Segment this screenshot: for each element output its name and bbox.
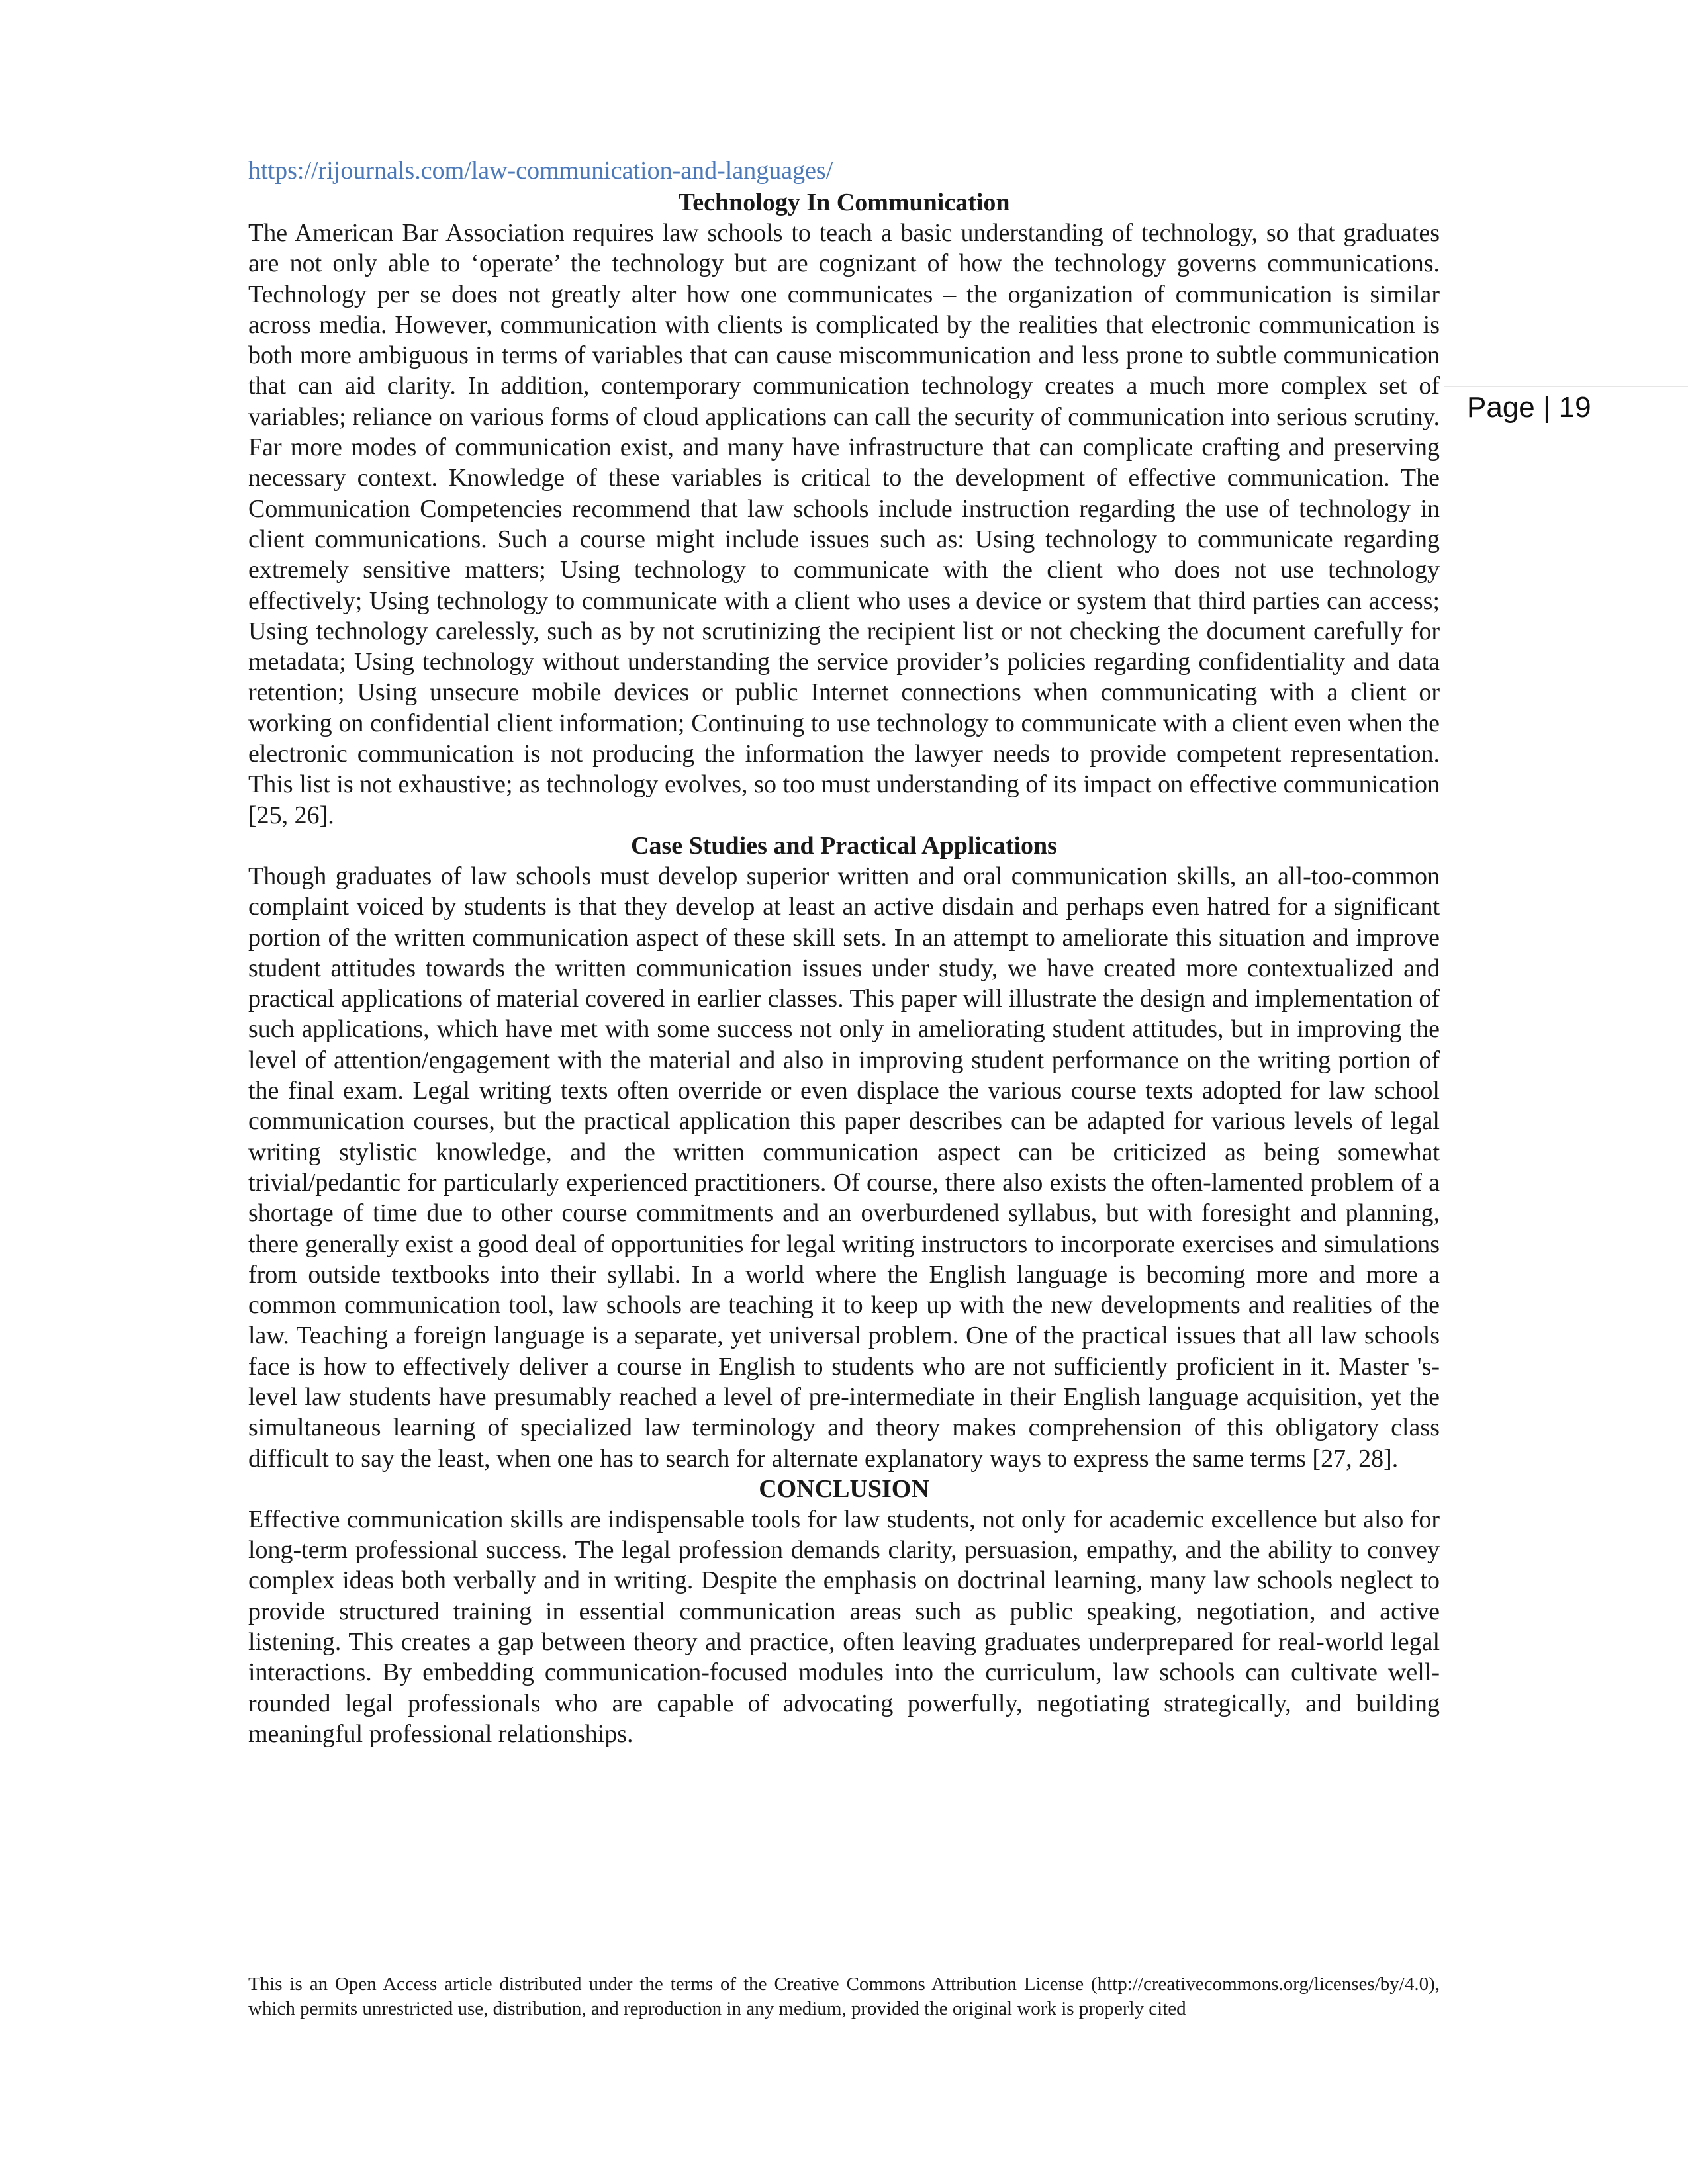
page-number: Page | 19 <box>1467 391 1591 424</box>
page-number-rule <box>1444 386 1688 387</box>
source-url-link[interactable]: https://rijournals.com/law-communication-and-languages/ <box>248 157 833 185</box>
section-heading-conclusion: CONCLUSION <box>759 1475 929 1503</box>
article-body <box>248 154 1440 1749</box>
section-body-case-studies: Though graduates of law schools must develop superior written and oral communication skills, an all-too-common complaint voiced by students is that they develop at least an active disdain and perhaps even hatred for a significant portion of the written communication aspect of these skill sets. In an attempt to ameliorate this situation and improve student attitudes towards the written communication issues under study, we have created more contextualized and practical applications of material covered in earlier classes. This paper will illustrate the design and implementation of such applications, which have met with some success not only in ameliorating student attitudes, but in improving the level of attention/engagement with the material and also in improving student performance on the writing portion of the final exam. Legal writing texts often override or even displace the various course texts adopted for law school communication courses, but the practical application this paper describes can be adapted for various levels of legal writing stylistic knowledge, and the written communication aspect can be criticized as being somewhat trivial/pedantic for particularly experienced practitioners. Of course, there also exists the often-lamented problem of a shortage of time due to other course commitments and an overburdened syllabus, but with foresight and planning, there generally exist a good deal of opportunities for legal writing instructors to incorporate exercises and simulations from outside textbooks into their syllabi. In a world where the English language is becoming more and more a common communication tool, law schools are teaching it to keep up with the new developments and realities of the law. Teaching a foreign language is a separate, yet universal problem. One of the practical issues that all law schools face is how to effectively deliver a course in English to students who are not sufficiently proficient in it. Master 's-level law students have presumably reached a level of pre-intermediate in their English language acquisition, yet the simultaneous learning of specialized law terminology and theory makes comprehension of this obligatory class difficult to say the least, when one has to search for alternate explanatory ways to express the same terms [27, 28]. <box>248 862 1440 1473</box>
section-body-conclusion: Effective communication skills are indispensable tools for law students, not only for academic excellence but also for long-term professional success. The legal profession demands clarity, persuasion, empathy, and the ability to convey complex ideas both verbally and in writing. Despite the emphasis on doctrinal learning, many law schools neglect to provide structured training in essential communication areas such as public speaking, negotiation, and active listening. This creates a gap between theory and practice, often leaving graduates underprepared for real-world legal interactions. By embedding communication-focused modules into the curriculum, law schools can cultivate well-rounded legal professionals who are capable of advocating powerfully, negotiating strategically, and building meaningful professional relationships. <box>248 1505 1440 1748</box>
license-footer: This is an Open Access article distributed under the terms of the Creative Commons Attribution License (http://creativecommons.org/licenses/by/4.0), which permits unrestricted use, distribution, and reproduction in any medium, provided the original work is properly cited <box>248 1974 1440 2019</box>
section-heading-case-studies: Case Studies and Practical Applications <box>631 831 1057 860</box>
section-body-technology: The American Bar Association requires law schools to teach a basic understanding of technology, so that graduates are not only able to ‘operate’ the technology but are cognizant of how the technology governs communications. Technology per se does not greatly alter how one communicates – the organization of communication is similar across media. However, communication with clients is complicated by the realities that electronic communication is both more ambiguous in terms of variables that can cause miscommunication and less prone to subtle communication that can aid clarity. In addition, contemporary communication technology creates a much more complex set of variables; reliance on various forms of cloud applications can call the security of communication into serious scrutiny. Far more modes of communication exist, and many have infrastructure that can complicate crafting and preserving necessary context. Knowledge of these variables is critical to the development of effective communication. The Communication Competencies recommend that law schools include instruction regarding the use of technology in client communications. Such a course might include issues such as: Using technology to communicate regarding extremely sensitive matters; Using technology to communicate with the client who does not use technology effectively; Using technology to communicate with a client who uses a device or system that third parties can access; Using technology carelessly, such as by not scrutinizing the recipient list or not checking the document carefully for metadata; Using technology without understanding the service provider’s policies regarding confidentiality and data retention; Using unsecure mobile devices or public Internet connections when communicating with a client or working on confidential client information; Continuing to use technology to communicate with a client even when the electronic communication is not producing the information the lawyer needs to provide competent representation. This list is not exhaustive; as technology evolves, so too must understanding of its impact on effective communication [25, 26]. <box>248 219 1440 829</box>
section-heading-technology: Technology In Communication <box>678 189 1010 216</box>
